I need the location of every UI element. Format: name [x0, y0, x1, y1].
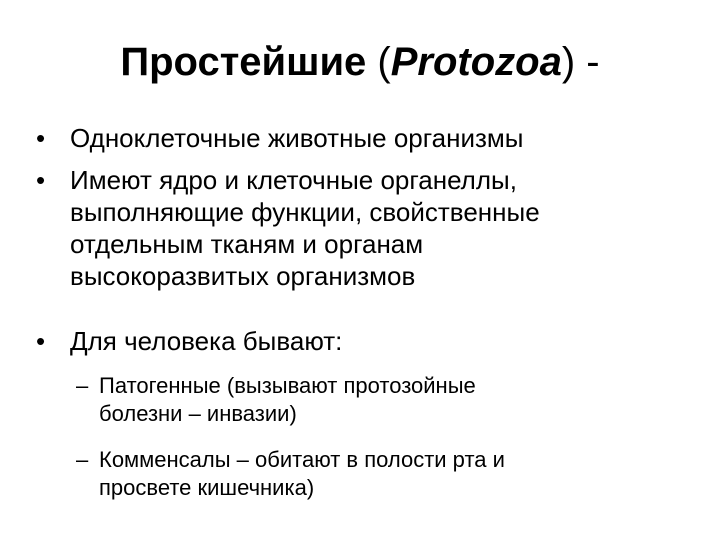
sub-bullet-line: Патогенные (вызывают протозойные	[99, 373, 476, 398]
sub-bullet-item	[76, 446, 666, 502]
sub-bullet-marker: –	[76, 373, 89, 398]
sub-bullet-line: болезни – инвазии)	[99, 401, 297, 426]
sub-bullet-line: Комменсалы – обитают в полости рта и	[99, 447, 505, 472]
sub-bullet-marker: –	[76, 447, 89, 472]
bullet-line: высокоразвитых организмов	[70, 261, 416, 291]
title-main: Простейшие	[120, 40, 367, 84]
sub-bullet-item	[76, 372, 666, 428]
bullet-line: Одноклеточные животные организмы	[70, 123, 524, 153]
bullet-line: отдельным тканям и органам	[70, 229, 424, 259]
bullet-marker: •	[36, 123, 46, 153]
bullet-item	[36, 164, 676, 292]
bullet-line: выполняющие функции, свойственные	[70, 197, 540, 227]
title-latin: Protozoa	[390, 40, 562, 84]
bullet-item	[36, 325, 676, 357]
bullet-item	[36, 122, 676, 154]
bullet-line: Имеют ядро и клеточные органеллы,	[70, 165, 517, 195]
bullet-marker: •	[36, 165, 46, 195]
bullet-line: Для человека бывают:	[70, 326, 343, 356]
title-open-paren: (	[377, 40, 391, 84]
slide-title	[0, 38, 720, 86]
bullet-marker: •	[36, 326, 46, 356]
title-close: ) -	[561, 40, 600, 84]
sub-bullet-line: просвете кишечника)	[99, 475, 315, 500]
